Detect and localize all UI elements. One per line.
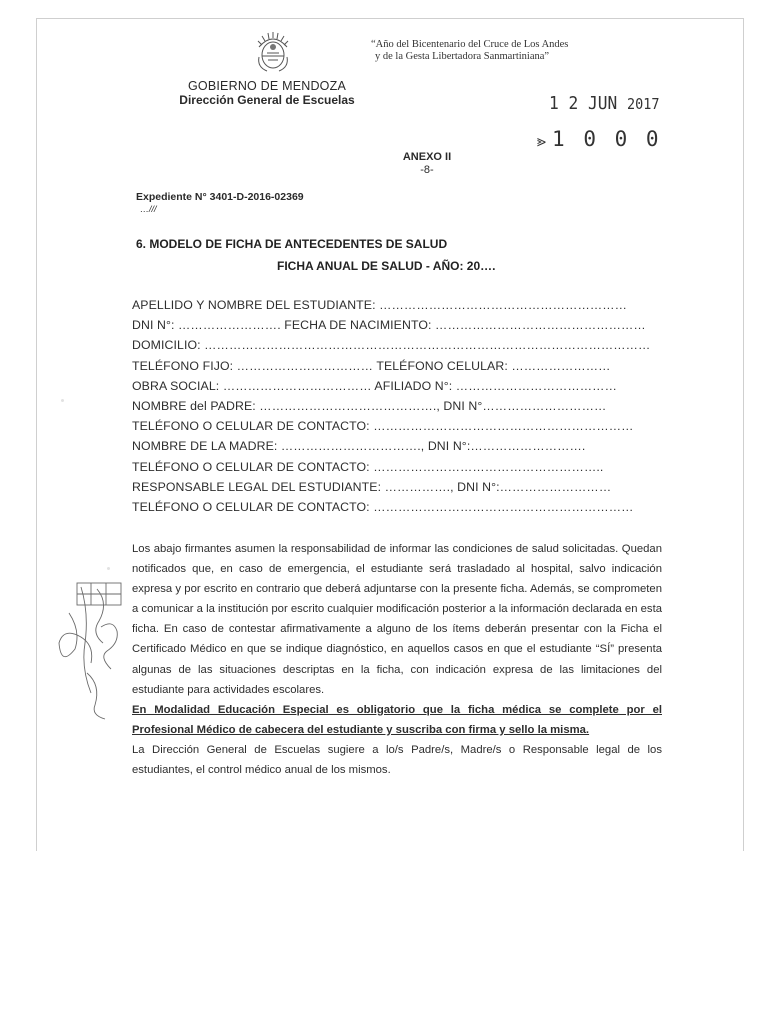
field-mother-contact: TELÉFONO O CELULAR DE CONTACTO: ……………………………………………….. xyxy=(132,459,604,474)
responsibility-paragraph: Los abajo firmantes asumen la responsabilidad de informar las condiciones de salud solicitadas. Quedan notificados que, en caso de emergencia, el estudiante será trasladado al hospital, salvo indicación expresa y por escrito en contrario que deberá adjuntarse con la presente ficha. Además, se comprometen a comunicar a la institución por escrito cualquier modificación posterior a la información declarada en esta ficha. En caso de contestar afirmativamente a alguno de los ítems deberán presentar con la Ficha el Certificado Médico en que se indique diagnóstico, en aquellos casos en que el estudiante “SÍ” presenta algunas de las situaciones descriptas en la ficha, con indicación expresa de las limitaciones del estudiante para actividades escolares. xyxy=(132,543,662,696)
annex-page-number: -8- xyxy=(420,164,434,176)
date-stamp xyxy=(549,93,660,114)
health-form-fields xyxy=(132,295,677,517)
file-reference xyxy=(136,191,304,215)
commemorative-motto xyxy=(371,39,681,63)
scan-speck xyxy=(61,399,64,402)
stamp-number xyxy=(537,127,662,151)
stamp-day: 1 2 xyxy=(549,93,579,114)
stamp-year: 2017 xyxy=(627,95,660,113)
field-legal-guardian: RESPONSABLE LEGAL DEL ESTUDIANTE: ……………., DNI N°:……………………… xyxy=(132,479,612,494)
field-mother: NOMBRE DE LA MADRE: ……………………………., DNI N°:………………………. xyxy=(132,439,586,454)
field-guardian-contact: TELÉFONO O CELULAR DE CONTACTO: ……………………………………………………… xyxy=(132,499,634,514)
document-page xyxy=(36,18,744,851)
field-address: DOMICILIO: ……………………………………………………………………………………………… xyxy=(132,338,651,353)
form-subtitle: FICHA ANUAL DE SALUD - AÑO: 20…. xyxy=(277,259,496,273)
handwritten-signature-icon xyxy=(51,573,137,723)
motto-line-1: “Año del Bicentenario del Cruce de Los Andes xyxy=(371,39,569,50)
annex-heading xyxy=(387,151,467,177)
scan-speck xyxy=(107,567,110,570)
issuer-block xyxy=(157,79,377,107)
stamp-month: JUN xyxy=(588,93,618,114)
file-continuation-mark: …/// xyxy=(140,204,157,214)
field-dni-birthdate: DNI N°: ……………………. FECHA DE NACIMIENTO: …………………………………………… xyxy=(132,318,646,333)
stamp-arrow-icon: ⪢ xyxy=(537,131,547,150)
declaration-text xyxy=(132,539,662,780)
field-phones: TELÉFONO FIJO: …………………………… TELÉFONO CELULAR: …………………… xyxy=(132,358,611,373)
directorate-name: Dirección General de Escuelas xyxy=(179,93,355,107)
file-number: Expediente N° 3401-D-2016-02369 xyxy=(136,191,304,203)
field-health-insurance: OBRA SOCIAL: ……………………………… AFILIADO N°: ………………………………… xyxy=(132,378,617,393)
annual-checkup-paragraph: La Dirección General de Escuelas sugiere a lo/s Padre/s, Madre/s o Responsable legal de los estudiantes, el control médico anual de los mismos. xyxy=(132,743,662,777)
annex-title: ANEXO II xyxy=(402,151,452,163)
section-title: 6. MODELO DE FICHA DE ANTECEDENTES DE SALUD xyxy=(136,237,448,251)
field-father: NOMBRE del PADRE: ……………………………………., DNI N°………………………… xyxy=(132,398,607,413)
field-father-contact: TELÉFONO O CELULAR DE CONTACTO: ……………………………………………………… xyxy=(132,419,634,434)
special-education-notice: En Modalidad Educación Especial es obligatorio que la ficha médica se complete por el Profesional Médico de cabecera del estudiante y suscriba con firma y sello la misma. xyxy=(132,703,662,736)
field-student-name: APELLIDO Y NOMBRE DEL ESTUDIANTE: …………………………………………………… xyxy=(132,298,628,312)
motto-line-2: y de la Gesta Libertadora Sanmartiniana” xyxy=(375,51,550,62)
stamp-number-value: 1 0 0 0 xyxy=(552,127,662,151)
coat-of-arms-icon xyxy=(253,27,293,73)
government-name: GOBIERNO DE MENDOZA xyxy=(188,79,346,93)
